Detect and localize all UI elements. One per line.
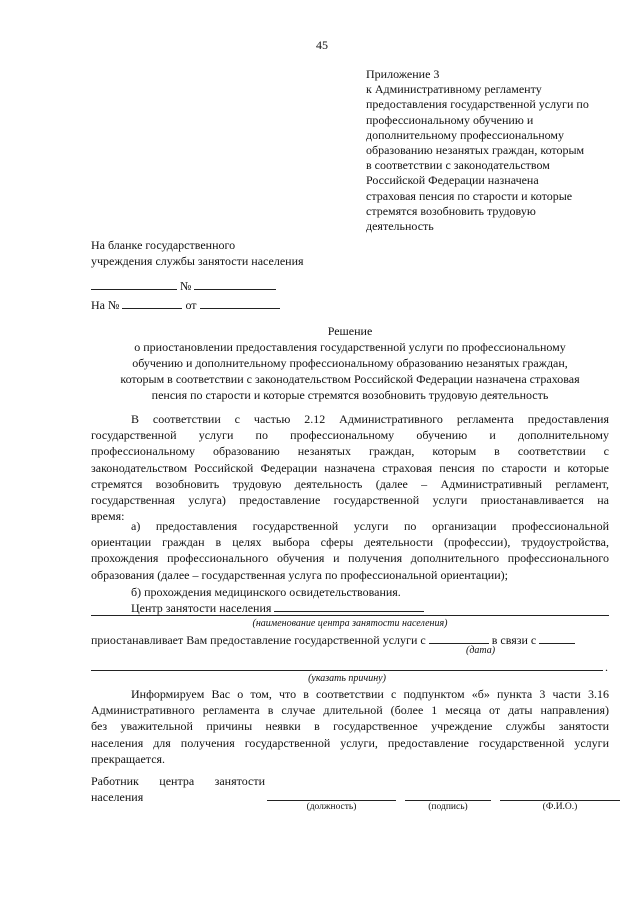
number-blank: [194, 279, 276, 290]
appendix-line: Приложение 3: [366, 67, 440, 81]
letterhead-line: На бланке государственного: [91, 238, 236, 252]
text-line: прохождения профессионального обучения и получения дополнительного профессионального: [91, 551, 609, 566]
title-line: о приостановлении предоставления государственной услуги по профессиональному: [134, 340, 566, 354]
appendix-line: к Административному регламенту: [366, 82, 542, 97]
text-line: законодательством Российской Федерации назначена страховая пенсия по старости и которые: [91, 460, 609, 475]
text-line: без уважительной причины неявки в государственное учреждение службы занятости: [91, 719, 609, 734]
date-blank: [91, 279, 177, 290]
suspends-row: [91, 632, 575, 648]
worker-line: населения: [91, 790, 144, 804]
title-line: обучению и дополнительному профессиональному образованию незанятых граждан,: [132, 356, 568, 370]
paragraph-intro: [91, 411, 609, 524]
ref-date-blank: [200, 298, 280, 309]
center-row: [131, 600, 424, 616]
title-line: пенсия по старости и которые стремятся возобновить трудовую деятельность: [151, 388, 549, 402]
paragraph-inform: [91, 686, 609, 767]
ref-number-blank: [122, 298, 182, 309]
name-caption: (Ф.И.О.): [542, 802, 578, 812]
appendix-block: [366, 67, 589, 234]
signature-caption: (подпись): [428, 802, 468, 812]
reason-period: .: [605, 660, 608, 674]
text-line: Информируем Вас о том, что в соответствии с подпунктом «б» пункта 3 части 3.16: [131, 687, 609, 701]
appendix-line: в соответствии с законодательством: [366, 158, 550, 173]
center-caption: (наименование центра занятости населения): [252, 618, 448, 629]
text-line: образования (далее – государственная услуга по профессиональной ориентации);: [91, 567, 508, 582]
letterhead-line: учреждения службы занятости населения: [91, 254, 304, 268]
text-line: стремятся возобновить трудовую деятельность (далее – Административный регламент,: [91, 476, 609, 491]
title-line: которым в соответствии с законодательством Российской Федерации назначена страховая: [120, 372, 580, 386]
date-field: [429, 633, 489, 644]
ref-prefix: На №: [91, 298, 120, 312]
suspends-text: приостанавливает Вам предоставление государственной услуги с: [91, 633, 426, 647]
text-line: прекращается.: [91, 751, 166, 766]
text-line: профессиональному образованию незанятых граждан, которым в соответствии с: [91, 444, 609, 459]
date-caption: (дата): [466, 645, 496, 656]
position-line: [267, 800, 396, 801]
text-line: время:: [91, 509, 125, 524]
ref-from: от: [185, 298, 197, 312]
text-line: государственной услуги по профессиональному обучению и дополнительному: [91, 428, 609, 443]
outgoing-number-row: [91, 278, 276, 294]
text-line: ориентации граждан в целях выбора сферы деятельности (профессии), трудоустройства,: [91, 535, 609, 550]
center-label: Центр занятости населения: [131, 601, 272, 615]
text-line: Административного регламента в случае длительной (более 1 месяца от даты направления): [91, 703, 609, 718]
appendix-line: образованию незанятых граждан, которым: [366, 143, 585, 158]
reference-row: [91, 297, 280, 313]
appendix-line: деятельность: [366, 219, 434, 234]
appendix-line: дополнительному профессиональному: [366, 127, 565, 142]
name-line: [500, 800, 620, 801]
appendix-line: стремятся возобновить трудовую: [366, 203, 536, 218]
reason-short-blank: [539, 633, 575, 644]
signature-worker: [91, 773, 265, 805]
document-title: Решение: [327, 324, 373, 338]
reason-caption: (указать причину): [308, 673, 386, 684]
paragraph-item-a: [91, 518, 609, 583]
text-line: государственная услуга) предоставление государственной услуги приостанавливается на: [91, 493, 609, 508]
center-name-line: [91, 615, 609, 616]
appendix-line: страховая пенсия по старости и которые: [366, 188, 573, 203]
title-subtitle: [60, 339, 640, 403]
signature-line: [405, 800, 491, 801]
appendix-line: профессиональному обучению и: [366, 112, 534, 127]
number-sign: №: [180, 279, 192, 293]
center-short-blank: [274, 601, 424, 612]
reason-line: [91, 670, 603, 671]
text-line: В соответствии с частью 2.12 Административного регламента предоставления: [131, 412, 609, 426]
text-line: а) предоставления государственной услуги по организации профессиональной: [131, 519, 609, 533]
appendix-line: предоставления государственной услуги по: [366, 97, 589, 112]
page-number: 45: [316, 38, 328, 52]
appendix-line: Российской Федерации назначена: [366, 173, 539, 188]
position-caption: (должность): [306, 802, 357, 812]
worker-line: Работник центра занятости: [91, 774, 265, 788]
text-line: населения для получения государственной услуги, предоставление государственной услуги: [91, 735, 609, 750]
paragraph-item-b: б) прохождения медицинского освидетельствования.: [131, 585, 401, 599]
in-connection-text: в связи с: [491, 633, 537, 647]
